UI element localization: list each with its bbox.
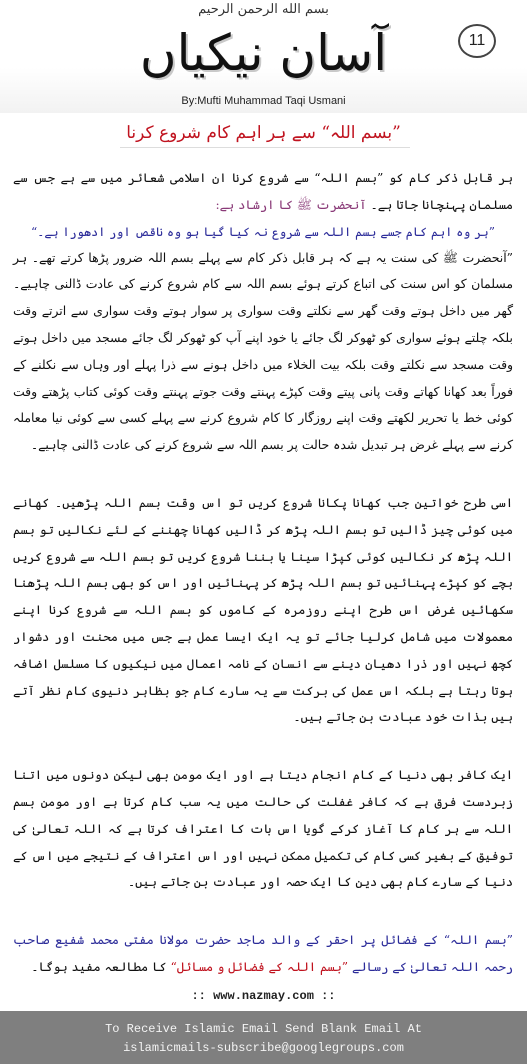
- page-title: آسان نیکیاں: [139, 24, 388, 82]
- intro-paragraph: [13, 165, 513, 219]
- issue-number-badge: 11: [458, 24, 496, 58]
- header: [0, 0, 527, 113]
- intro-text: ہر قابل ذکر کام کو ”بسم اللہ“ سے شروع کرنا ان اسلامی شعائر میں سے ہے جس سے مسلمان پہنچانا جاتا ہے۔: [13, 170, 513, 212]
- author-byline: By:Mufti Muhammad Taqi Usmani: [181, 95, 346, 107]
- hadith-quote: ”ہر وہ اہم کام جسے بسم اللہ سے شروع نہ کیا گیا ہو وہ ناقص اور ادھورا ہے۔“: [31, 224, 495, 239]
- reference-paragraph: [13, 927, 513, 981]
- reference-start: ”بسم اللہ“ کے فضائل پر احقر کے والد ماجد حضرت مولانا مفتی محمد شفیع صاحب رحمہ اللہ تعالیٰ کے رسالے: [13, 932, 513, 974]
- reference-title: ”بسم اللہ کے فضائل و مسائل“: [170, 958, 349, 974]
- bismillah-text: بسم الله الرحمن الرحیم: [198, 2, 329, 17]
- heading-divider: [120, 147, 410, 148]
- article-heading: ”بسم اللہ“ سے ہر اہم کام شروع کرنا: [126, 123, 401, 143]
- footer-bar: [0, 1011, 527, 1064]
- paragraph-3: ایک کافر بھی دنیا کے کام انجام دیتا ہے اور ایک مومن بھی لیکن دونوں میں اتنا زبردست فرق ہے کہ کافر غفلت کی حالت میں یہ سب کام کرتا ہے اور مومن بسم اللہ سے ہر کام کا آغاز کرکے گویا اس بات کا اعتراف کرتا ہے کہ اللہ تعالیٰ کی توفیق کے بغیر کسی کام کی تکمیل ممکن نہیں اور اس اعتراف کے نتیجے میں اس کے دنیا کے سارے کام بھی دین کا ایک حصہ اور عبادت بن جاتے ہیں۔: [13, 767, 513, 890]
- paragraph-2: اسی طرح خواتین جب کھانا پکانا شروع کریں تو اس وقت بسم اللہ پڑھیں۔ کھانے میں کوئی چیز ڈالیں تو بسم اللہ پڑھ کر ڈالیں کھانا چھننے کے لئے نکالیں تو بسم اللہ پڑھ کر نکالیں کوئی کپڑا سینا یا بننا شروع کریں تو بسم اللہ سے شروع کریں بچے کو کپڑے پہنائیں تو بسم اللہ پڑھ کر پہنائیں اور اس کو بھی بسم اللہ پڑھنا سکھائیں غرض اس طرح اپنے روزمرہ کے کاموں کو بسم اللہ سے شروع کرنا اپنے معمولات میں شامل کرلیا جائے تو یہ ایک ایسا عمل ہے جس میں محنت اور دشوار کچھ نہیں اور ذرا دھیان دینے سے انسان کے نامہ اعمال میں نیکیوں کا مسلسل اضافہ ہوتا رہتا ہے بلکہ اس عمل کی برکت سے یہ سارے کام جو بظاہر دنیوی کام نظر آتے ہیں بذات خود عبادت بن جاتے ہیں۔: [13, 494, 513, 725]
- intro-highlight: آنحضرت ﷺ کا ارشاد ہے:: [215, 196, 367, 212]
- website-link[interactable]: :: www.nazmay.com ::: [191, 989, 336, 1003]
- article-body: [13, 165, 513, 981]
- reference-end: کا مطالعہ مفید ہوگا۔: [31, 958, 167, 974]
- email-instruction: To Receive Islamic Email Send Blank Email At: [105, 1022, 422, 1036]
- subscribe-email-link[interactable]: islamicmails-subscribe@googlegroups.com: [123, 1041, 404, 1055]
- paragraph-1: ”آنحضرت ﷺ کی سنت یہ ہے کہ ہر قابل ذکر کام سے پہلے بسم اللہ ضرور پڑھا کرتے تھے۔ ہر مسلمان کو اس سنت کی اتباع کرتے ہوئے بسم اللہ سے کام شروع کرنے کی عادت ڈالنی چاہیے۔ گھر میں داخل ہوتے وقت گھر سے نکلتے وقت سواری پر سوار ہوتے وقت سواری سے اترتے وقت بلکہ چلتے ہوئے سواری کو ٹھوکر لگ جائے یا خود اپنے آپ کو ٹھوکر لگ جائے مسجد میں داخل ہوتے وقت مسجد سے نکلتے وقت بلکہ بیت الخلاء میں داخل ہونے سے ذرا پہلے اور وہاں سے نکلنے کے فوراً بعد کھانا کھاتے وقت پانی پیتے وقت کپڑے پہنتے وقت جوتے پہنتے وقت کوئی کتاب پڑھتے وقت کوئی خط یا تحریر لکھتے وقت اپنے روزگار کا کام شروع کرنے سے پہلے کسی سے کوئی نیا معاملہ کرنے سے پہلے غرض ہر تبدیل شدہ حالت پر بسم اللہ سے شروع کرنے کی عادت ڈالنی چاہیے۔: [13, 249, 513, 453]
